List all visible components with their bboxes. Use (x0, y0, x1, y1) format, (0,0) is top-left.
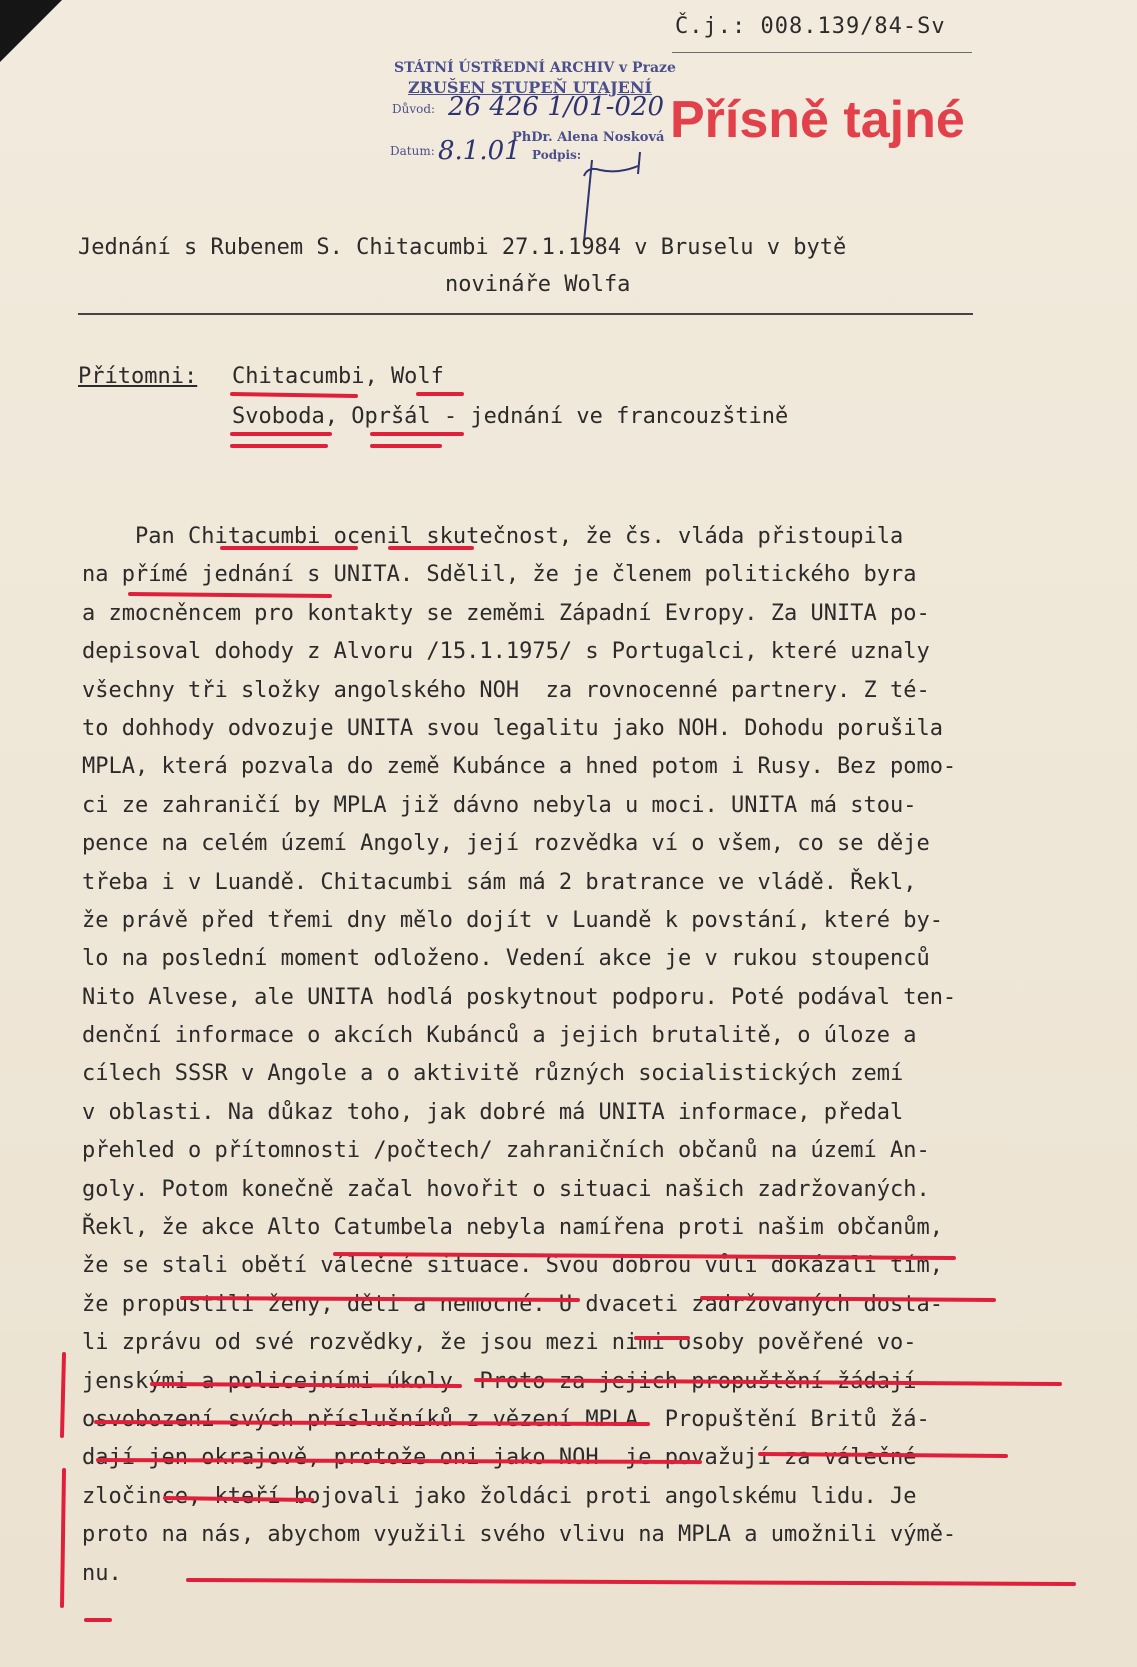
document-title-line-2: novináře Wolfa (445, 272, 631, 297)
reference-underline (672, 52, 972, 53)
body-line: li zprávu od své rozvědky, že jsou mezi nimi osoby pověřené vo- (82, 1330, 917, 1356)
body-line: nu. (82, 1560, 122, 1586)
body-line: na přímé jednání s UNITA. Sdělil, že je členem politického byra (82, 562, 917, 588)
stamp-reason-label: Důvod: (392, 102, 436, 116)
body-line: osvobození svých příslušníků z vězení MPLA. Propuštění Britů žá- (82, 1406, 930, 1432)
body-line: zločince, kteří bojovali jako žoldáci proti angolskému lidu. Je (82, 1483, 917, 1509)
body-line: a zmocněncem pro kontakty se zeměmi Západní Evropy. Za UNITA po- (82, 600, 930, 626)
archive-declassification-stamp (388, 56, 678, 206)
body-line: Nito Alvese, ale UNITA hodlá poskytnout podporu. Poté podával ten- (82, 984, 957, 1010)
stamp-archive-name: STÁTNÍ ÚSTŘEDNÍ ARCHIV v Praze (394, 60, 676, 76)
body-line: všechny tři složky angolského NOH za rovnocenné partnery. Z té- (82, 677, 930, 703)
body-line: depisoval dohody z Alvoru /15.1.1975/ s Portugalci, které uznaly (82, 639, 930, 665)
body-line: pence na celém území Angoly, její rozvědka ví o všem, co se děje (82, 831, 930, 857)
body-line: dají jen okrajově, protože oni jako NOH je považují za válečné (82, 1445, 917, 1471)
stamp-signature-label: Podpis: (532, 148, 582, 162)
body-line: to dohhody odvozuje UNITA svou legalitu jako NOH. Dohodu porušila (82, 715, 943, 741)
body-line: ci ze zahraničí by MPLA již dávno nebyla u moci. UNITA má stou- (82, 792, 917, 818)
classification-stamp: Přísně tajné (670, 91, 965, 149)
stamp-signature (578, 146, 658, 246)
body-line: lo na poslední moment odloženo. Vedení akce je v rukou stoupenců (82, 946, 930, 972)
stamp-date-value: 8.1.01 (438, 136, 521, 166)
body-line: v oblasti. Na důkaz toho, jak dobré má UNITA informace, předal (82, 1099, 904, 1125)
margin-bar-2 (62, 1470, 64, 1606)
body-line: goly. Potom konečně začal hovořit o situaci našich zadržovaných. (82, 1176, 930, 1202)
present-line-1: Chitacumbi, Wolf (232, 364, 444, 389)
body-line: Řekl, že akce Alto Catumbela nebyla namířena proti našim občanům, (82, 1215, 943, 1241)
body-line: že propustili ženy, děti a nemocné. U dvaceti zadržovaných dosta- (82, 1291, 943, 1317)
present-line-2: Svoboda, Opršál - jednání ve francouzštině (232, 404, 789, 429)
title-rule (78, 313, 973, 315)
body-line: přehled o přítomnosti /počtech/ zahraničních občanů na území An- (82, 1138, 930, 1164)
body-line: že se stali obětí válečné situace. Svou dobrou vůli dokázali tím, (82, 1253, 943, 1279)
underline-chitacumbi (232, 394, 356, 396)
document-title-line-1: Jednání s Rubenem S. Chitacumbi 27.1.1984 v Bruselu v bytě (78, 235, 847, 260)
body-line: Pan Chitacumbi ocenil skutečnost, že čs. vláda přistoupila (82, 524, 904, 549)
stamp-declassified: ZRUŠEN STUPEŇ UTAJENÍ (408, 78, 652, 97)
body-line: cílech SSSR v Angole a o aktivitě různých socialistických zemí (82, 1061, 904, 1087)
body-text (82, 518, 956, 1593)
body-line: MPLA, která pozvala do země Kubánce a hned potom i Rusy. Bez pomo- (82, 754, 957, 780)
body-line: jenskými a policejními úkoly. Proto za jejich propuštění žádají (82, 1368, 917, 1394)
folded-corner (0, 0, 62, 62)
stamp-reason-value: 26 426 1/01-020 (448, 92, 665, 122)
stamp-date-label: Datum: (390, 144, 435, 158)
body-line: třeba i v Luandě. Chitacumbi sám má 2 bratrance ve vládě. Řekl, (82, 869, 917, 895)
body-line: že právě před třemi dny mělo dojít v Luandě k povstání, které by- (82, 907, 943, 933)
reference-number: Č.j.: 008.139/84-Sv (675, 14, 946, 39)
margin-bar-1 (62, 1354, 64, 1436)
present-label: Přítomni: (78, 364, 198, 389)
body-line: denční informace o akcích Kubánců a jejich brutalitě, o úloze a (82, 1023, 917, 1049)
body-line: proto na nás, abychom využili svého vlivu na MPLA a umožnili výmě- (82, 1522, 957, 1548)
stamp-official: PhDr. Alena Nosková (512, 130, 665, 145)
